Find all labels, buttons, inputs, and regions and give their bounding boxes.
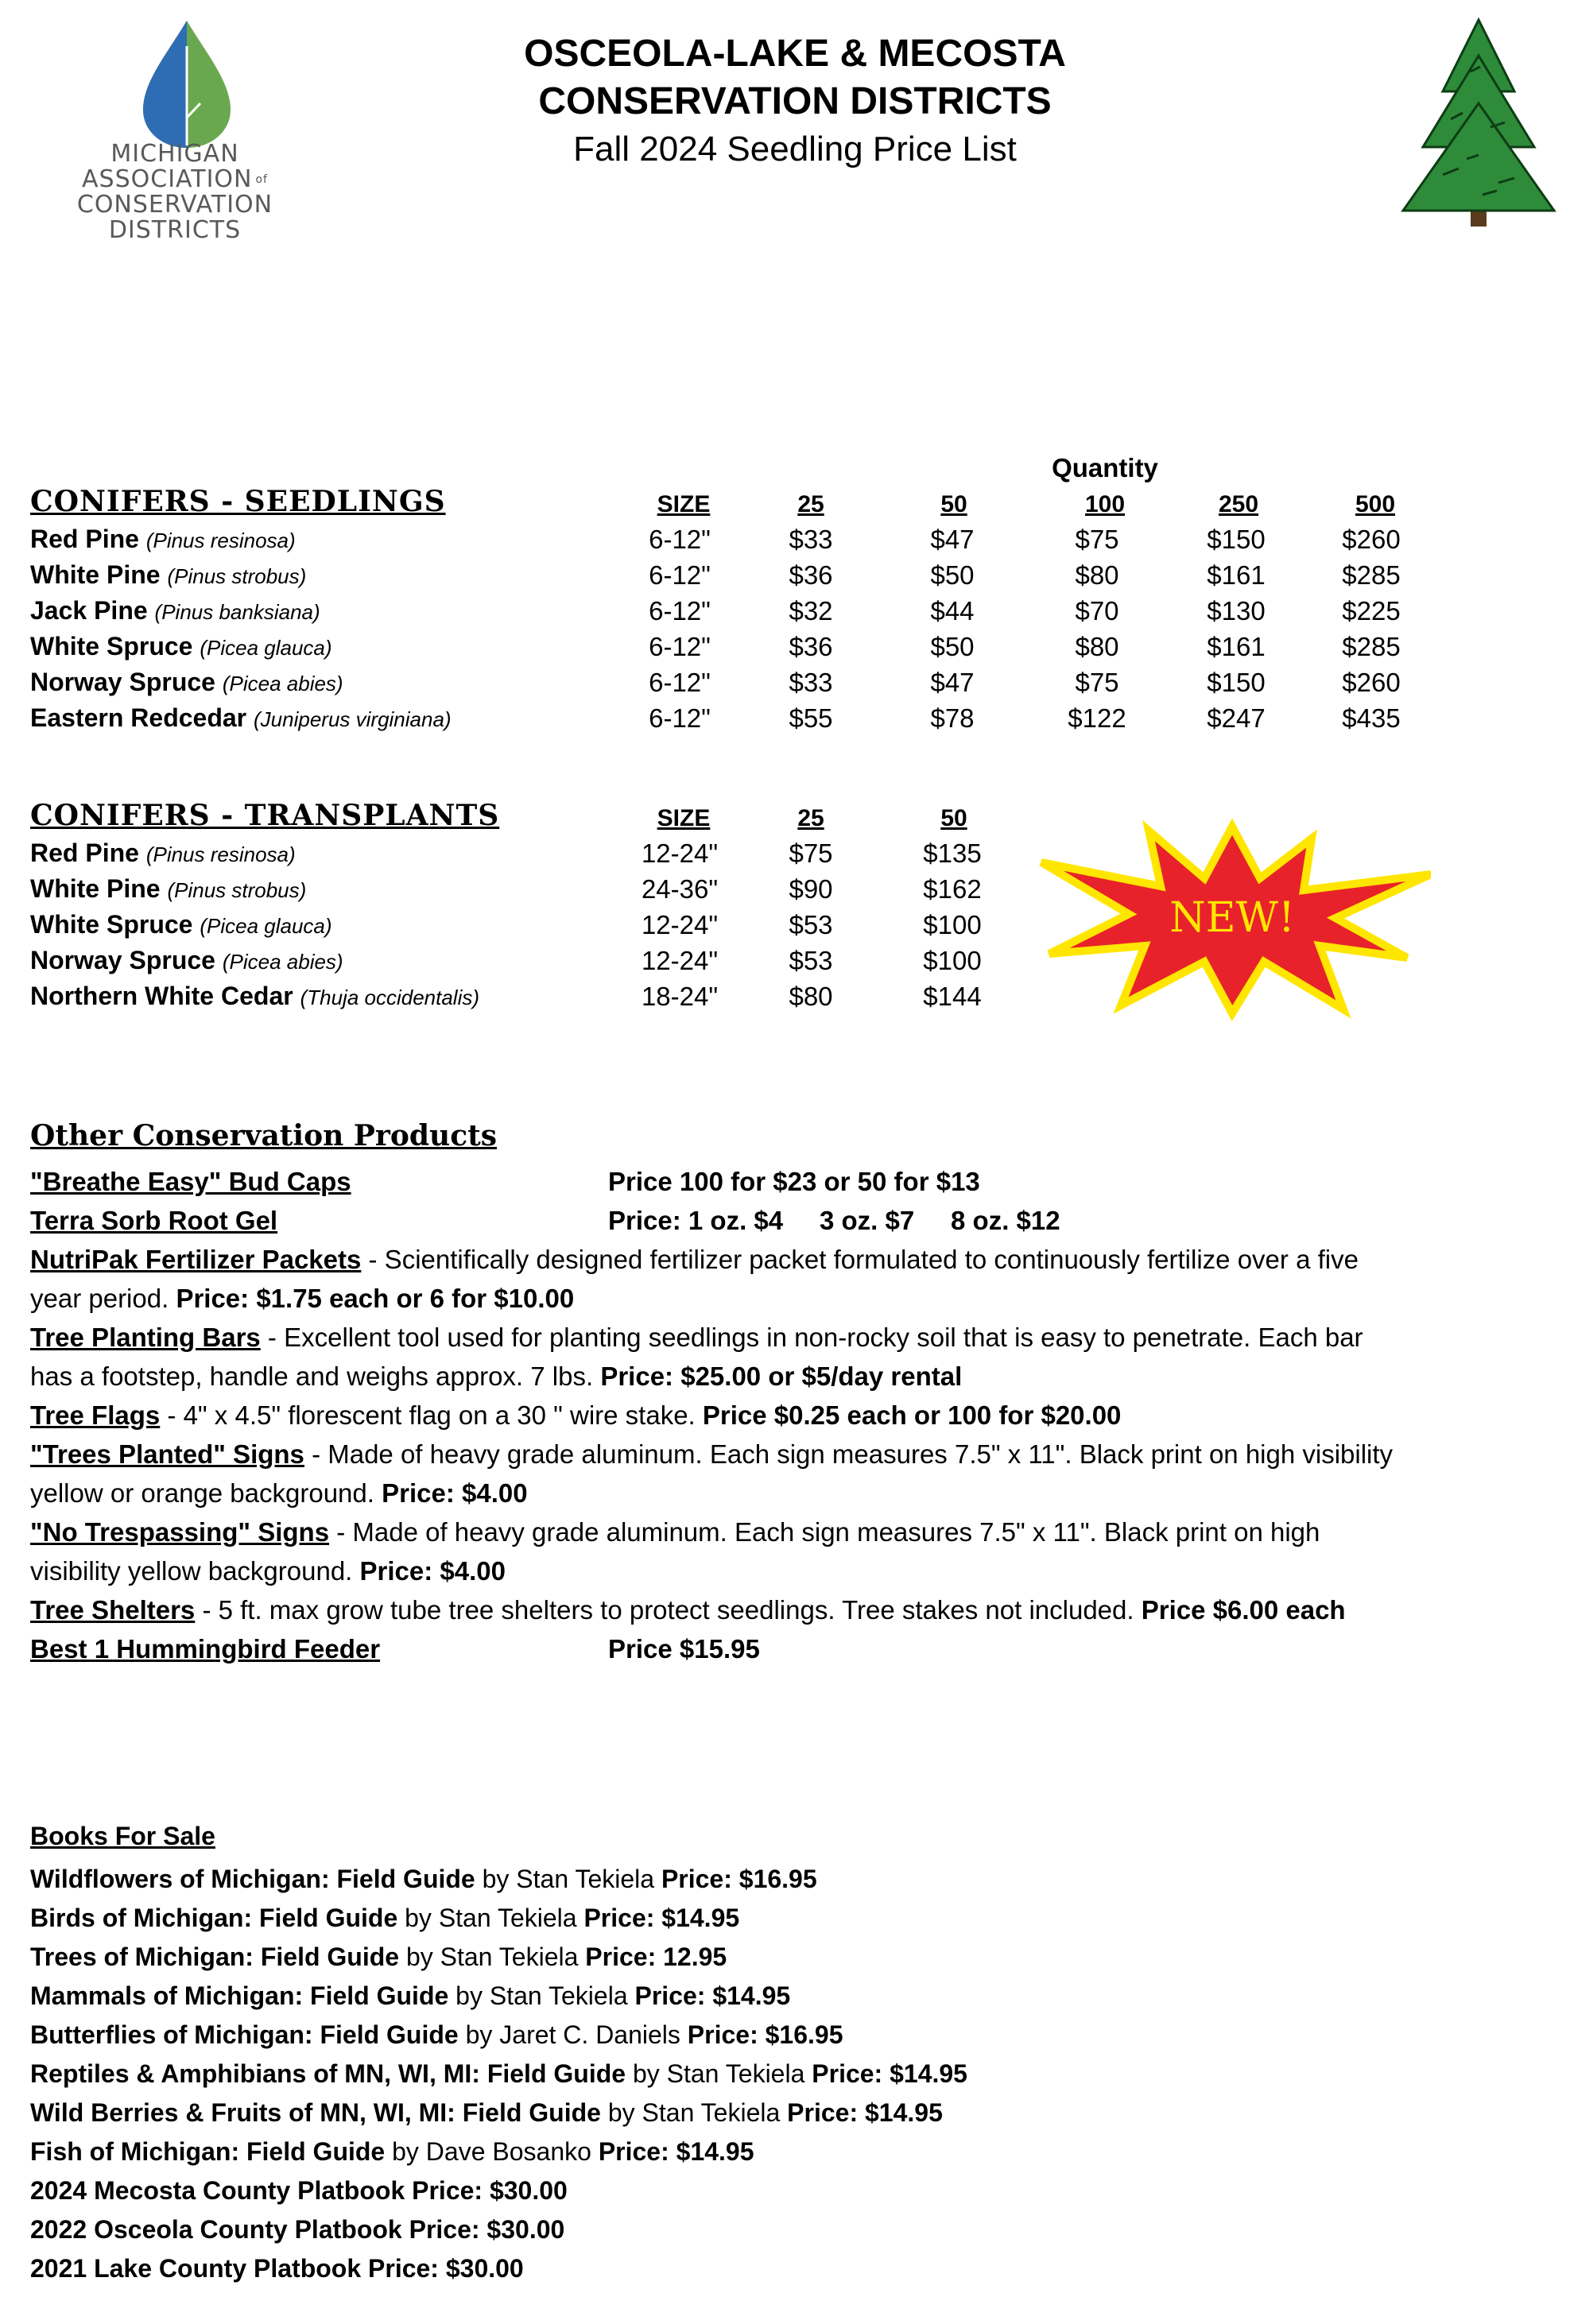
price-250: $130 — [1207, 596, 1266, 626]
price-25: $36 — [789, 560, 833, 590]
flags-line — [30, 1396, 1541, 1435]
table-row — [0, 668, 1570, 703]
planted-signs-desc: - Made of heavy grade aluminum. Each sign measures 7.5" x 11". Black print on high visibility — [304, 1439, 1394, 1469]
latin-name: (Picea glauca) — [200, 914, 332, 938]
bars-desc: - Excellent tool used for planting seedlings in non-rocky soil that is easy to penetrate. Each bar — [260, 1323, 1363, 1352]
planted-signs-price: Price: $4.00 — [382, 1478, 528, 1508]
table-row — [0, 632, 1570, 668]
price-25: $33 — [789, 525, 833, 554]
seedlings-col-250: 250 — [1218, 491, 1259, 517]
species-name: Norway Spruce — [30, 668, 215, 696]
bud-caps-price: Price 100 for $23 or 50 for $13 — [608, 1167, 980, 1196]
logo-line-2: ASSOCIATION $^{of}$ — [82, 165, 268, 193]
list-item: Reptiles & Amphibians of MN, WI, MI: Field Guide by Stan Tekiela Price: $14.95 — [30, 2059, 967, 2088]
list-item: Mammals of Michigan: Field Guide by Stan Tekiela Price: $14.95 — [30, 1981, 791, 2010]
title-line-2: CONSERVATION DISTRICTS — [538, 80, 1052, 122]
logo-line-3: CONSERVATION — [76, 191, 273, 219]
transplants-col-50: 50 — [940, 805, 967, 831]
quantity-label: Quantity — [1052, 453, 1158, 482]
feeder-name: Best 1 Hummingbird Feeder — [30, 1634, 381, 1664]
seedlings-col-100: 100 — [1084, 491, 1126, 517]
price-500: $225 — [1342, 596, 1401, 626]
size-cell: 6-12" — [649, 525, 711, 554]
latin-name: (Pinus strobus) — [167, 564, 307, 588]
flags-name: Tree Flags — [30, 1400, 161, 1430]
price-100: $75 — [1075, 525, 1119, 554]
seedlings-col-500: 500 — [1355, 491, 1396, 517]
price-250: $150 — [1207, 525, 1266, 554]
latin-name: (Picea abies) — [222, 672, 343, 695]
nutripak-name: NutriPak Fertilizer Packets — [30, 1245, 362, 1274]
root-gel-name: Terra Sorb Root Gel — [30, 1206, 278, 1235]
planted-signs-line — [30, 1435, 1541, 1513]
seedlings-title: CONIFERS - SEEDLINGS — [30, 485, 446, 518]
species-name: Red Pine — [30, 839, 139, 867]
price-25: $80 — [789, 982, 833, 1011]
new-badge — [1033, 811, 1431, 1025]
books-title: Books For Sale — [30, 1822, 215, 1850]
table-row — [0, 703, 1570, 739]
list-item: 2022 Osceola County Platbook Price: $30.00 — [30, 2215, 565, 2244]
size-cell: 18-24" — [641, 982, 719, 1011]
trespass-signs-line — [30, 1513, 1541, 1590]
latin-name: (Pinus resinosa) — [145, 529, 296, 552]
nutripak-desc-2: year period. — [30, 1284, 176, 1313]
size-cell: 6-12" — [649, 668, 711, 697]
feeder-price: Price $15.95 — [608, 1634, 760, 1664]
price-50: $47 — [930, 525, 975, 554]
products-title: Other Conservation Products — [30, 1119, 498, 1152]
price-50: $144 — [923, 982, 982, 1011]
new-badge-text: NEW! — [1169, 894, 1295, 942]
size-cell: 24-36" — [641, 874, 719, 904]
price-50: $50 — [930, 632, 975, 661]
price-50: $135 — [923, 839, 982, 868]
macd-logo — [32, 14, 273, 253]
price-250: $161 — [1207, 632, 1266, 661]
trespass-signs-price: Price: $4.00 — [359, 1556, 506, 1586]
species-name: White Spruce — [30, 910, 193, 939]
price-25: $53 — [789, 910, 833, 939]
planted-signs-name: "Trees Planted" Signs — [30, 1439, 304, 1469]
table-row — [0, 560, 1570, 596]
price-500: $285 — [1342, 560, 1401, 590]
title-line-1: OSCEOLA-LAKE & MECOSTA — [524, 33, 1066, 75]
latin-name: (Picea glauca) — [200, 636, 332, 660]
size-cell: 12-24" — [641, 839, 719, 868]
list-item: Butterflies of Michigan: Field Guide by Jaret C. Daniels Price: $16.95 — [30, 2020, 843, 2049]
species-name: White Pine — [30, 874, 161, 903]
shelters-name: Tree Shelters — [30, 1595, 196, 1625]
shelters-price: Price $6.00 each — [1141, 1595, 1346, 1625]
price-100: $80 — [1075, 632, 1119, 661]
price-25: $33 — [789, 668, 833, 697]
latin-name: (Pinus strobus) — [167, 878, 307, 902]
bars-line — [30, 1318, 1541, 1396]
price-100: $80 — [1075, 560, 1119, 590]
flags-desc: - 4" x 4.5" florescent flag on a 30 " wire stake. — [160, 1400, 703, 1430]
price-25: $32 — [789, 596, 833, 626]
nutripak-price: Price: $1.75 each or 6 for $10.00 — [176, 1284, 575, 1313]
price-25: $55 — [789, 703, 833, 733]
logo-line-4: DISTRICTS — [108, 216, 242, 244]
price-50: $47 — [930, 668, 975, 697]
price-25: $75 — [789, 839, 833, 868]
price-100: $75 — [1075, 668, 1119, 697]
transplants-col-size: SIZE — [657, 805, 711, 831]
list-item: Trees of Michigan: Field Guide by Stan Tekiela Price: 12.95 — [30, 1942, 727, 1971]
price-50: $78 — [930, 703, 975, 733]
logo-line-1: MICHIGAN — [110, 140, 239, 168]
species-name: White Pine — [30, 560, 161, 589]
size-cell: 6-12" — [649, 703, 711, 733]
price-50: $162 — [923, 874, 982, 904]
latin-name: (Picea abies) — [222, 950, 343, 974]
bars-price: Price: $25.00 or $5/day rental — [600, 1361, 963, 1391]
shelters-desc: - 5 ft. max grow tube tree shelters to protect seedlings. Tree stakes not included. — [195, 1595, 1142, 1625]
price-50: $100 — [923, 946, 982, 975]
price-500: $285 — [1342, 632, 1401, 661]
price-500: $260 — [1342, 525, 1401, 554]
latin-name: (Juniperus virginiana) — [254, 707, 452, 731]
shelters-line — [30, 1590, 1541, 1629]
list-item: Fish of Michigan: Field Guide by Dave Bosanko Price: $14.95 — [30, 2137, 754, 2166]
list-item: 2024 Mecosta County Platbook Price: $30.00 — [30, 2176, 568, 2205]
price-250: $247 — [1207, 703, 1266, 733]
price-500: $260 — [1342, 668, 1401, 697]
pine-tree-icon — [1395, 16, 1562, 230]
price-50: $100 — [923, 910, 982, 939]
price-500: $435 — [1342, 703, 1401, 733]
trespass-signs-name: "No Trespassing" Signs — [30, 1517, 330, 1547]
species-name: Eastern Redcedar — [30, 703, 247, 732]
size-cell: 12-24" — [641, 946, 719, 975]
price-100: $122 — [1068, 703, 1126, 733]
bud-caps-name: "Breathe Easy" Bud Caps — [30, 1167, 351, 1196]
table-row — [0, 596, 1570, 632]
root-gel-line — [30, 1201, 1541, 1240]
size-cell: 6-12" — [649, 560, 711, 590]
price-250: $150 — [1207, 668, 1266, 697]
species-name: Northern White Cedar — [30, 982, 293, 1010]
nutripak-line — [30, 1240, 1541, 1318]
size-cell: 6-12" — [649, 632, 711, 661]
size-cell: 12-24" — [641, 910, 719, 939]
list-item: Wild Berries & Fruits of MN, WI, MI: Field Guide by Stan Tekiela Price: $14.95 — [30, 2098, 943, 2127]
list-item: 2021 Lake County Platbook Price: $30.00 — [30, 2254, 524, 2283]
price-25: $90 — [789, 874, 833, 904]
planted-signs-desc-2: yellow or orange background. — [30, 1478, 382, 1508]
price-25: $36 — [789, 632, 833, 661]
transplants-col-25: 25 — [797, 805, 824, 831]
leaf-drop-icon — [32, 14, 270, 149]
price-50: $50 — [930, 560, 975, 590]
nutripak-desc: - Scientifically designed fertilizer packet formulated to continuously fertilize over a five — [361, 1245, 1359, 1274]
species-name: Jack Pine — [30, 596, 148, 625]
list-item: Wildflowers of Michigan: Field Guide by Stan Tekiela Price: $16.95 — [30, 1865, 817, 1893]
trespass-signs-desc: - Made of heavy grade aluminum. Each sign measures 7.5" x 11". Black print on high — [329, 1517, 1320, 1547]
bars-desc-2: has a footstep, handle and weighs approx. 7 lbs. — [30, 1361, 601, 1391]
species-name: White Spruce — [30, 632, 193, 660]
bud-caps-line — [30, 1162, 1541, 1201]
size-cell: 6-12" — [649, 596, 711, 626]
price-250: $161 — [1207, 560, 1266, 590]
trespass-signs-desc-2: visibility yellow background. — [30, 1556, 360, 1586]
feeder-line — [30, 1629, 1541, 1668]
seedlings-col-50: 50 — [940, 491, 967, 517]
latin-name: (Pinus resinosa) — [145, 842, 296, 866]
bars-name: Tree Planting Bars — [30, 1323, 261, 1352]
latin-name: (Thuja occidentalis) — [300, 986, 480, 1009]
seedlings-col-size: SIZE — [657, 491, 711, 517]
latin-name: (Pinus banksiana) — [154, 600, 320, 624]
transplants-title: CONIFERS - TRANSPLANTS — [30, 799, 500, 832]
seedlings-col-25: 25 — [797, 491, 824, 517]
root-gel-price: Price: 1 oz. $4 3 oz. $7 8 oz. $12 — [608, 1206, 1060, 1235]
flags-price: Price $0.25 each or 100 for $20.00 — [702, 1400, 1122, 1430]
price-100: $70 — [1075, 596, 1119, 626]
subtitle: Fall 2024 Seedling Price List — [573, 130, 1017, 168]
species-name: Red Pine — [30, 525, 139, 553]
list-item: Birds of Michigan: Field Guide by Stan Tekiela Price: $14.95 — [30, 1904, 740, 1932]
table-row — [0, 525, 1570, 560]
price-50: $44 — [930, 596, 975, 626]
species-name: Norway Spruce — [30, 946, 215, 974]
price-25: $53 — [789, 946, 833, 975]
